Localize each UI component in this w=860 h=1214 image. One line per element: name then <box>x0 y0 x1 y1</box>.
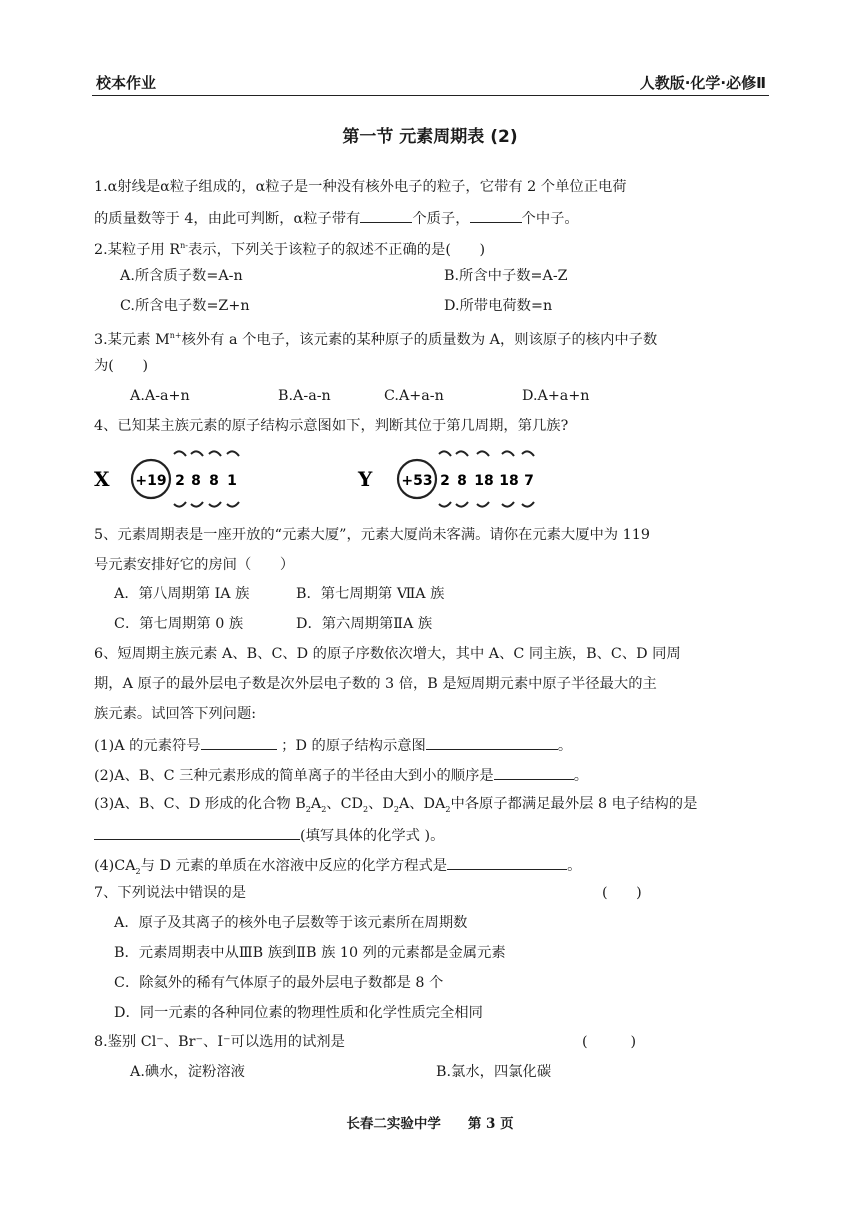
q7-option-c[interactable]: C．除氦外的稀有气体原子的最外层电子数都是 8 个 <box>114 975 444 991</box>
q1-text-a: 的质量数等于 4，由此可判断，α粒子带有 <box>94 211 361 227</box>
q5-option-b[interactable]: B．第七周期第 ⅦA 族 <box>296 586 445 602</box>
q3-option-a[interactable]: A.A-a+n <box>130 388 190 404</box>
q6-part4 <box>94 854 581 882</box>
q6-line1: 6、短周期主族元素 A、B、C、D 的原子序数依次增大，其中 A、C 同主族，B、C、D 同周 <box>94 646 681 662</box>
page-title: 第一节 元素周期表 (2) <box>342 127 518 147</box>
atom-y-shell-3: 18 <box>474 473 494 489</box>
q4-stem: 4、已知某主族元素的原子结构示意图如下，判断其位于第几周期，第几族? <box>94 418 569 434</box>
q6-part3 <box>94 794 697 820</box>
q6-p3-sub-5: 2 <box>445 804 451 814</box>
q6-p1-blank-diagram[interactable] <box>426 734 558 750</box>
q6-p3-sub-4: 2 <box>393 804 399 814</box>
header-left: 校本作业 <box>96 74 157 92</box>
q8-option-a[interactable]: A.碘水，淀粉溶液 <box>130 1064 245 1080</box>
q6-p3-text-f: 中各原子都满足最外层 8 电子结构的是 <box>450 796 698 812</box>
q5-option-c[interactable]: C．第七周期第 0 族 <box>114 616 244 632</box>
q1-text-b: 个质子， <box>412 211 470 227</box>
atom-x-shell-2: 8 <box>191 473 201 489</box>
q3-option-b[interactable]: B.A-a-n <box>278 388 331 404</box>
q6-p4-text-b: 与 D 元素的单质在水溶液中反应的化学方程式是 <box>140 858 448 874</box>
q6-p3-text-e: A、DA <box>398 796 446 812</box>
q7-answer-paren[interactable]: ( ) <box>602 885 642 901</box>
atom-y-nucleus-label: +53 <box>401 473 433 489</box>
q6-part1 <box>94 734 572 756</box>
atom-diagram-x <box>92 446 262 510</box>
atom-x-shell-3: 8 <box>209 473 219 489</box>
atom-y-shell-2: 8 <box>457 473 467 489</box>
q8-option-b[interactable]: B.氯水，四氯化碳 <box>436 1064 552 1080</box>
q2-stem-b: 表示，下列关于该粒子的叙述不正确的是( ) <box>188 241 486 258</box>
q6-part3-line2 <box>94 824 444 846</box>
q2-stem <box>94 236 485 260</box>
q6-p3-text-c: 、CD <box>326 796 363 812</box>
q7-option-a[interactable]: A．原子及其离子的核外电子层数等于该元素所在周期数 <box>114 915 468 931</box>
atom-x-nucleus-label: +19 <box>135 473 167 489</box>
header-right: 人教版·化学·必修Ⅱ <box>639 74 766 92</box>
atom-y-shell-1: 2 <box>440 473 450 489</box>
q6-p4-text-c: 。 <box>567 858 582 874</box>
q5-line1: 5、元素周期表是一座开放的“元素大厦”，元素大厦尚未客满。请你在元素大厦中为 119 <box>94 527 650 543</box>
q1-blank-neutrons[interactable] <box>470 207 522 223</box>
atom-x-symbol: X <box>94 467 110 491</box>
q2-stem-a: 2.某粒子用 R <box>94 241 181 258</box>
q6-p3-sub-1: 2 <box>305 804 311 814</box>
q1-blank-protons[interactable] <box>360 207 412 223</box>
q2-stem-sup: n- <box>180 241 188 250</box>
q6-line3: 族元素。试回答下列问题: <box>94 706 257 722</box>
q6-line2: 期，A 原子的最外层电子数是次外层电子数的 3 倍，B 是短周期元素中原子半径最大的主 <box>94 676 657 692</box>
q7-option-b[interactable]: B．元素周期表中从ⅢB 族到ⅡB 族 10 列的元素都是金属元素 <box>114 945 506 961</box>
q3-option-c[interactable]: C.A+a-n <box>384 388 444 404</box>
atom-x-shell-1: 2 <box>175 473 185 489</box>
q3-stem-a: 3.某元素 M <box>94 331 170 348</box>
q6-p4-sub: 2 <box>135 866 141 876</box>
q8-stem: 8.鉴别 Cl⁻、Br⁻、I⁻可以选用的试剂是 <box>94 1034 345 1050</box>
q7-stem: 7、下列说法中错误的是 <box>94 885 247 901</box>
q6-p2-blank[interactable] <box>494 764 574 780</box>
q3-option-d[interactable]: D.A+a+n <box>522 388 590 404</box>
q2-option-c[interactable]: C.所含电子数=Z+n <box>120 298 250 314</box>
atom-y-symbol: Y <box>358 467 373 491</box>
q5-option-a[interactable]: A．第八周期第 IA 族 <box>114 586 250 602</box>
q8-answer-paren[interactable]: ( ) <box>582 1034 637 1050</box>
q2-option-b[interactable]: B.所含中子数=A-Z <box>444 268 568 284</box>
q6-p3-blank[interactable] <box>94 824 300 840</box>
q2-option-a[interactable]: A.所含质子数=A-n <box>120 268 243 284</box>
q6-p1-text-b: ；D 的原子结构示意图 <box>281 738 426 754</box>
q6-p2-text-a: (2)A、B、C 三种元素形成的简单离子的半径由大到小的顺序是 <box>94 768 494 784</box>
q6-part2 <box>94 764 588 786</box>
q1-text-c: 个中子。 <box>521 211 579 227</box>
q6-p3-text-a: (3)A、B、C、D 形成的化合物 B <box>94 796 306 812</box>
atom-x-shell-4: 1 <box>227 473 237 489</box>
q5-option-d[interactable]: D．第六周期第ⅡA 族 <box>296 616 433 632</box>
q3-stem <box>94 326 657 350</box>
q6-p3-text-d: 、D <box>368 796 394 812</box>
q3-stem-line2: 为( ) <box>94 358 149 374</box>
atom-y-shell-5: 7 <box>524 473 534 489</box>
q5-line2: 号元素安排好它的房间（ ） <box>94 557 295 573</box>
atom-y-shell-4: 18 <box>499 473 519 489</box>
q6-p2-text-b: 。 <box>573 768 588 784</box>
q2-option-d[interactable]: D.所带电荷数=n <box>444 298 553 314</box>
q1-line1: 1.α射线是α粒子组成的，α粒子是一种没有核外电子的粒子，它带有 2 个单位正电荷 <box>94 179 627 195</box>
q6-p3-sub-2: 2 <box>321 804 327 814</box>
page-footer: 长春二实验中学 第 3 页 <box>346 1116 514 1132</box>
q6-p4-blank[interactable] <box>447 854 567 870</box>
q6-p3-line2-text: (填写具体的化学式 )。 <box>300 828 445 844</box>
q6-p1-text-c: 。 <box>557 738 573 754</box>
q6-p4-text-a: (4)CA <box>94 858 136 874</box>
q3-stem-sup: n+ <box>169 331 182 340</box>
q6-p1-blank-symbol[interactable] <box>201 734 277 750</box>
q6-p3-text-b: A <box>310 796 322 812</box>
q6-p3-sub-3: 2 <box>362 804 369 814</box>
q6-p1-text-a: (1)A 的元素符号 <box>94 738 201 754</box>
q1-line2 <box>94 207 579 229</box>
q3-stem-b: 核外有 a 个电子，该元素的某种原子的质量数为 A，则该原子的核内中子数 <box>181 331 658 348</box>
header-rule <box>92 95 769 96</box>
atom-diagram-y <box>356 446 546 510</box>
q7-option-d[interactable]: D．同一元素的各种同位素的物理性质和化学性质完全相同 <box>114 1005 483 1021</box>
